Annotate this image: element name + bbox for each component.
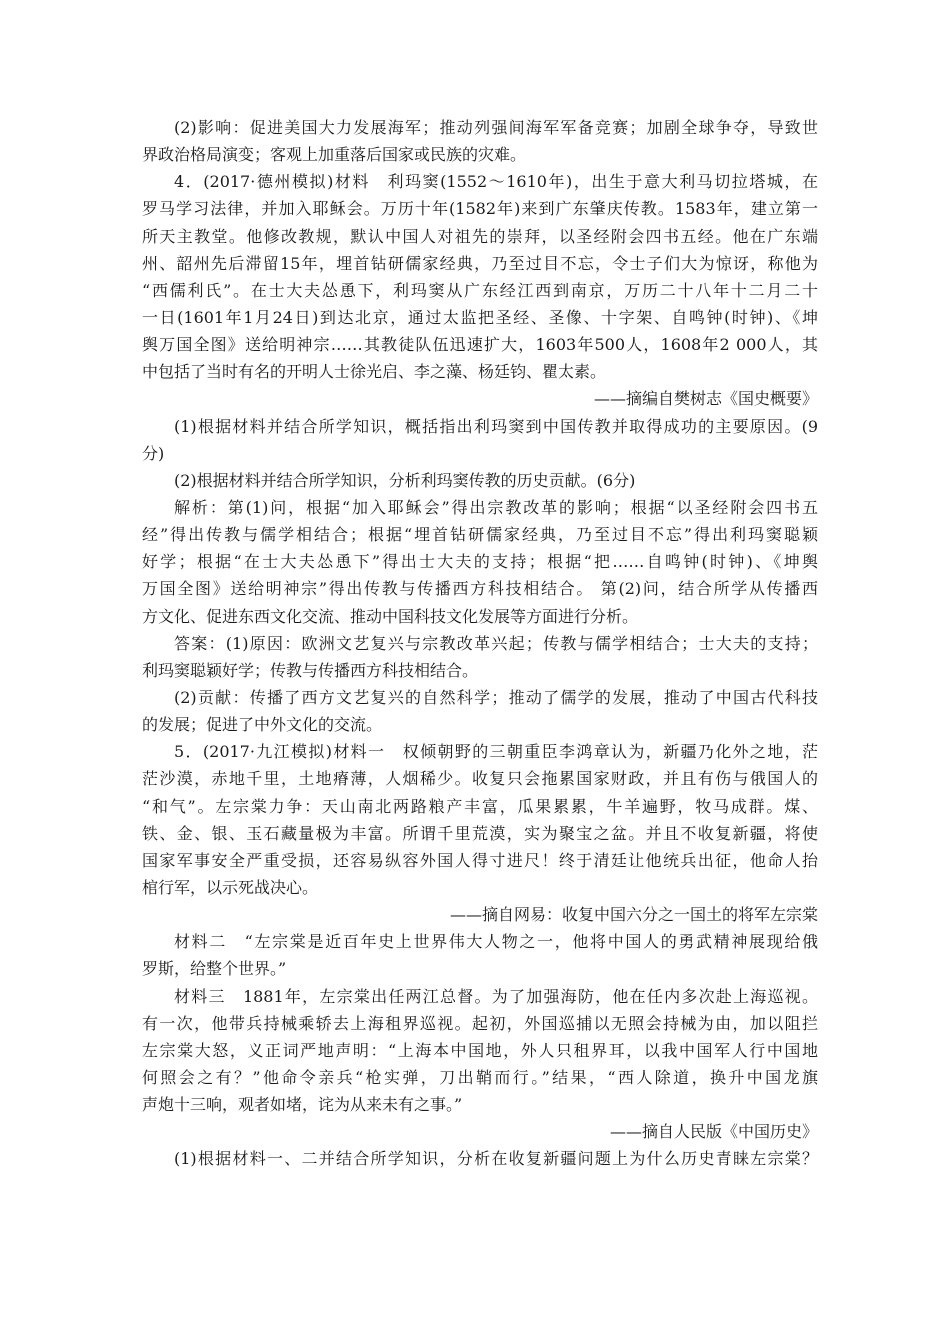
text-line: 分) (142, 443, 165, 463)
text-line: 经”得出传教与儒学相结合；根据“埋首钻研儒家经典，乃至过目不忘”得出利玛窦聪颖 (142, 525, 818, 545)
text-line: (2)贡献：传播了西方文艺复兴的自然科学；推动了儒学的发展，推动了中国古代科技 (174, 687, 818, 707)
text-line: ——摘编自樊树志《国史概要》 (593, 389, 818, 409)
text-line: (1)根据材料并结合所学知识，概括指出利玛窦到中国传教并取得成功的主要原因。(9 (174, 416, 818, 436)
text-line: 何照会之有？”他命令亲兵“枪实弹，刀出鞘而行。”结果，“西人除道，换升中国龙旗 (142, 1067, 818, 1087)
text-line: 5．(2017·九江模拟)材料一 权倾朝野的三朝重臣李鸿章认为，新疆乃化外之地，茫 (174, 742, 818, 762)
text-line: ——摘自人民版《中国历史》 (609, 1122, 818, 1142)
text-line: 铁、金、银、玉石藏量极为丰富。所谓千里荒漠，实为聚宝之盆。并且不收复新疆，将使 (142, 823, 818, 843)
text-line: “西儒利氏”。在士大夫怂恿下，利玛窦从广东经江西到南京，万历二十八年十二月二十 (142, 280, 818, 300)
text-line: 万国全图》送给明神宗”得出传教与传播西方科技相结合。 第(2)问，结合所学从传播西 (142, 579, 818, 599)
document-body (142, 114, 818, 1172)
text-line: 中包括了当时有名的开明人士徐光启、李之藻、杨廷钧、瞿太素。 (142, 362, 607, 382)
text-line: 舆万国全图》送给明神宗……其教徒队伍迅速扩大，1603年500人，1608年2 000人，其 (142, 335, 818, 355)
text-line: 声炮十三响，观者如堵，诧为从来未有之事。” (142, 1095, 463, 1115)
text-line: “和气”。左宗棠力争：天山南北两路粮产丰富，瓜果累累，牛羊遍野，牧马成群。煤、 (142, 796, 818, 816)
text-line: ——摘自网易：收复中国六分之一国土的将军左宗棠 (449, 905, 818, 925)
text-line: 一日(1601年1月24日)到达北京，通过太监把圣经、圣像、十字架、自鸣钟(时钟)、《坤 (142, 307, 818, 327)
text-line: 材料二 “左宗棠是近百年史上世界伟大人物之一，他将中国人的勇武精神展现给俄 (174, 932, 818, 952)
text-line: 有一次，他带兵持械乘轿去上海租界巡视。起初，外国巡捕以无照会持械为由，加以阻拦 (142, 1013, 818, 1033)
text-line: 罗斯，给整个世界。” (142, 959, 287, 979)
text-line: 好学；根据“在士大夫怂恿下”得出士大夫的支持；根据“把……自鸣钟(时钟)、《坤舆 (142, 552, 818, 572)
text-line: 罗马学习法律，并加入耶稣会。万历十年(1582年)来到广东肇庆传教。1583年，建立第一 (142, 199, 818, 219)
text-line: (2)影响：促进美国大力发展海军；推动列强间海军军备竞赛；加剧全球争夺，导致世 (174, 118, 818, 137)
text-line: 利玛窦聪颖好学；传教与传播西方科技相结合。 (142, 660, 479, 680)
text-line: 国家军事安全严重受损，还容易纵容外国人得寸进尺！终于清廷让他统兵出征，他命人抬 (142, 850, 818, 870)
text-line: 所天主教堂。他修改教规，默认中国人对祖先的崇拜，以圣经附会四书五经。他在广东端 (142, 226, 818, 246)
text-line: 的发展；促进了中外文化的交流。 (142, 715, 383, 735)
text-line: (1)根据材料一、二并结合所学知识，分析在收复新疆问题上为什么历史青睐左宗棠？ (174, 1149, 818, 1169)
text-line: 左宗棠大怒，义正词严地声明：“上海本中国地，外人只租界耳，以我中国军人行中国地 (142, 1040, 818, 1060)
text-line: 解析：第(1)问，根据“加入耶稣会”得出宗教改革的影响；根据“以圣经附会四书五 (174, 497, 818, 517)
text-line: 界政治格局演变；客观上加重落后国家或民族的灾难。 (142, 145, 527, 165)
text-line: 方文化、促进东西文化交流、推动中国科技文化发展等方面进行分析。 (142, 606, 639, 626)
text-line: 茫沙漠，赤地千里，土地瘠薄，人烟稀少。收复只会拖累国家财政，并且有伤与俄国人的 (142, 769, 818, 789)
text-line: 答案：(1)原因：欧洲文艺复兴与宗教改革兴起；传教与儒学相结合；士大夫的支持； (174, 633, 818, 653)
text-line: 棺行军，以示死战决心。 (142, 877, 319, 897)
text-line: 4．(2017·德州模拟)材料 利玛窦(1552～1610年)，出生于意大利马切拉塔城，在 (174, 172, 818, 192)
text-line: 州、韶州先后滞留15年，埋首钻研儒家经典，乃至过目不忘，令士子们大为惊讶，称他为 (142, 253, 818, 273)
text-line: (2)根据材料并结合所学知识，分析利玛窦传教的历史贡献。(6分) (174, 470, 636, 490)
document-page (142, 114, 818, 1172)
text-line: 材料三 1881年，左宗棠出任两江总督。为了加强海防，他在任内多次赴上海巡视。 (174, 986, 818, 1006)
